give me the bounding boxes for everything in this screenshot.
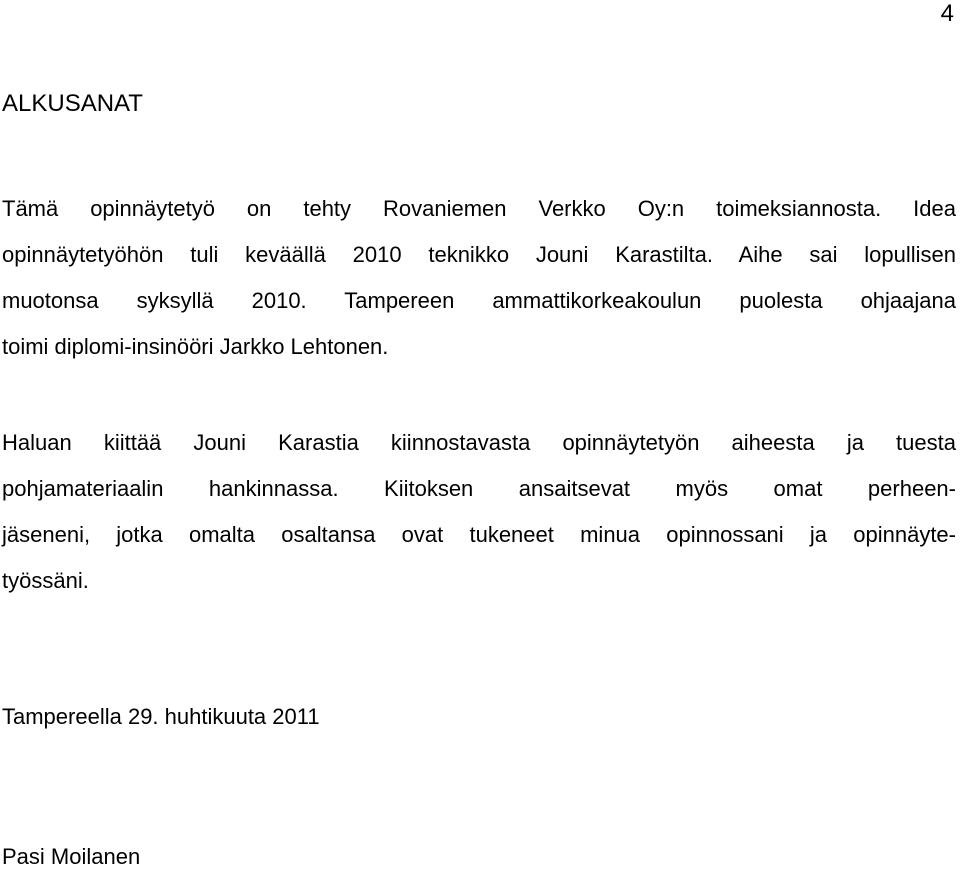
author-name: Pasi Moilanen [2, 844, 141, 869]
paragraph-line: Haluan kiittää Jouni Karastia kiinnostavasta opinnäytetyön aiheesta ja tuesta [2, 430, 956, 455]
paragraph-line: Tämä opinnäytetyö on tehty Rovaniemen Verkko Oy:n toimeksiannosta. Idea [2, 196, 956, 221]
paragraph-line: pohjamateriaalin hankinnassa. Kiitoksen ansaitsevat myös omat perheen- [2, 476, 956, 501]
page-number: 4 [940, 0, 954, 27]
paragraph-intro [2, 186, 956, 370]
paragraph-line: jäseneni, jotka omalta osaltansa ovat tukeneet minua opinnossani ja opinnäyte- [2, 522, 956, 547]
paragraph-thanks [2, 420, 956, 604]
paragraph-line: opinnäytetyöhön tuli keväällä 2010 teknikko Jouni Karastilta. Aihe sai lopullisen [2, 242, 956, 267]
paragraph-line: muotonsa syksyllä 2010. Tampereen ammattikorkeakoulun puolesta ohjaajana [2, 288, 956, 313]
page-title: ALKUSANAT [2, 90, 143, 117]
paragraph-line: työssäni. [2, 568, 89, 593]
paragraph-line: toimi diplomi-insinööri Jarkko Lehtonen. [2, 334, 389, 359]
place-and-date: Tampereella 29. huhtikuuta 2011 [2, 704, 320, 729]
